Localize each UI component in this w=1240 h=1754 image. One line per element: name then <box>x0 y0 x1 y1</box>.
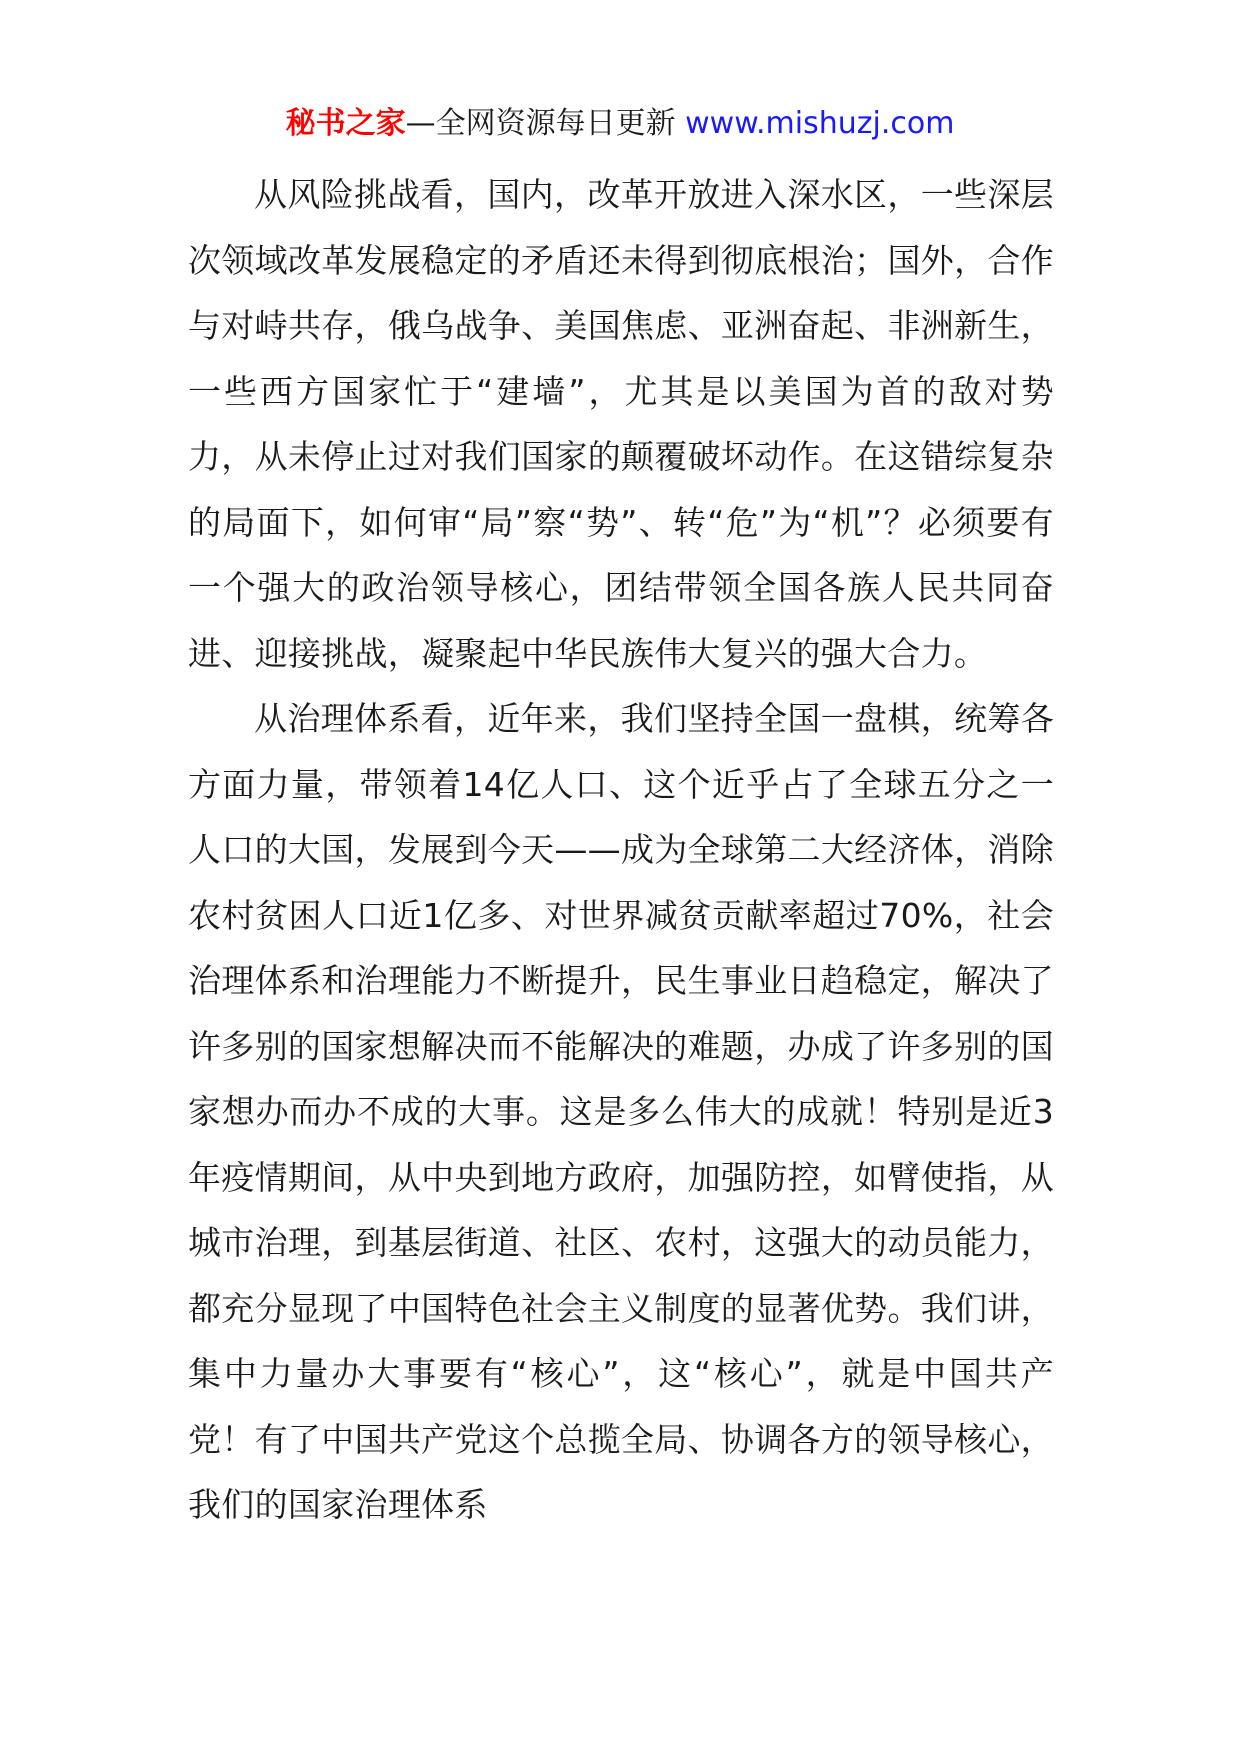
website-url[interactable]: www.mishuzj.com <box>685 106 955 141</box>
brand-name: 秘书之家 <box>285 106 406 141</box>
paragraph-governance-system: 从治理体系看，近年来，我们坚持全国一盘棋，统筹各方面力量，带领着14亿人口、这个近乎占了全球五分之一人口的大国，发展到今天——成为全球第二大经济体，消除农村贫困人口近1亿多、对世界减贫贡献率超过70%，社会治理体系和治理能力不断提升，民生事业日趋稳定，解决了许多别的国家想解决而不能解决的难题，办成了许多别的国家想办而办不成的大事。这是多么伟大的成就！特别是近3年疫情期间，从中央到地方政府，加强防控，如臂使指，从城市治理，到基层街道、社区、农村，这强大的动员能力，都充分显现了中国特色社会主义制度的显著优势。我们讲，集中力量办大事要有“核心”，这“核心”，就是中国共产党！有了中国共产党这个总揽全局、协调各方的领导核心，我们的国家治理体系 <box>188 699 1054 1524</box>
paragraph-risk-challenges: 从风险挑战看，国内，改革开放进入深水区，一些深层次领域改革发展稳定的矛盾还未得到彻底根治；国外，合作与对峙共存，俄乌战争、美国焦虑、亚洲奋起、非洲新生，一些西方国家忙于“建墙”，尤其是以美国为首的敌对势力，从未停止过对我们国家的颠覆破坏动作。在这错综复杂的局面下，如何审“局”察“势”、转“危”为“机”？必须要有一个强大的政治领导核心，团结带领全国各族人民共同奋进、迎接挑战，凝聚起中华民族伟大复兴的强大合力。 <box>188 175 1054 673</box>
header-tagline: —全网资源每日更新 <box>405 106 676 141</box>
document-body <box>188 162 1054 1538</box>
page-header <box>0 104 1240 144</box>
